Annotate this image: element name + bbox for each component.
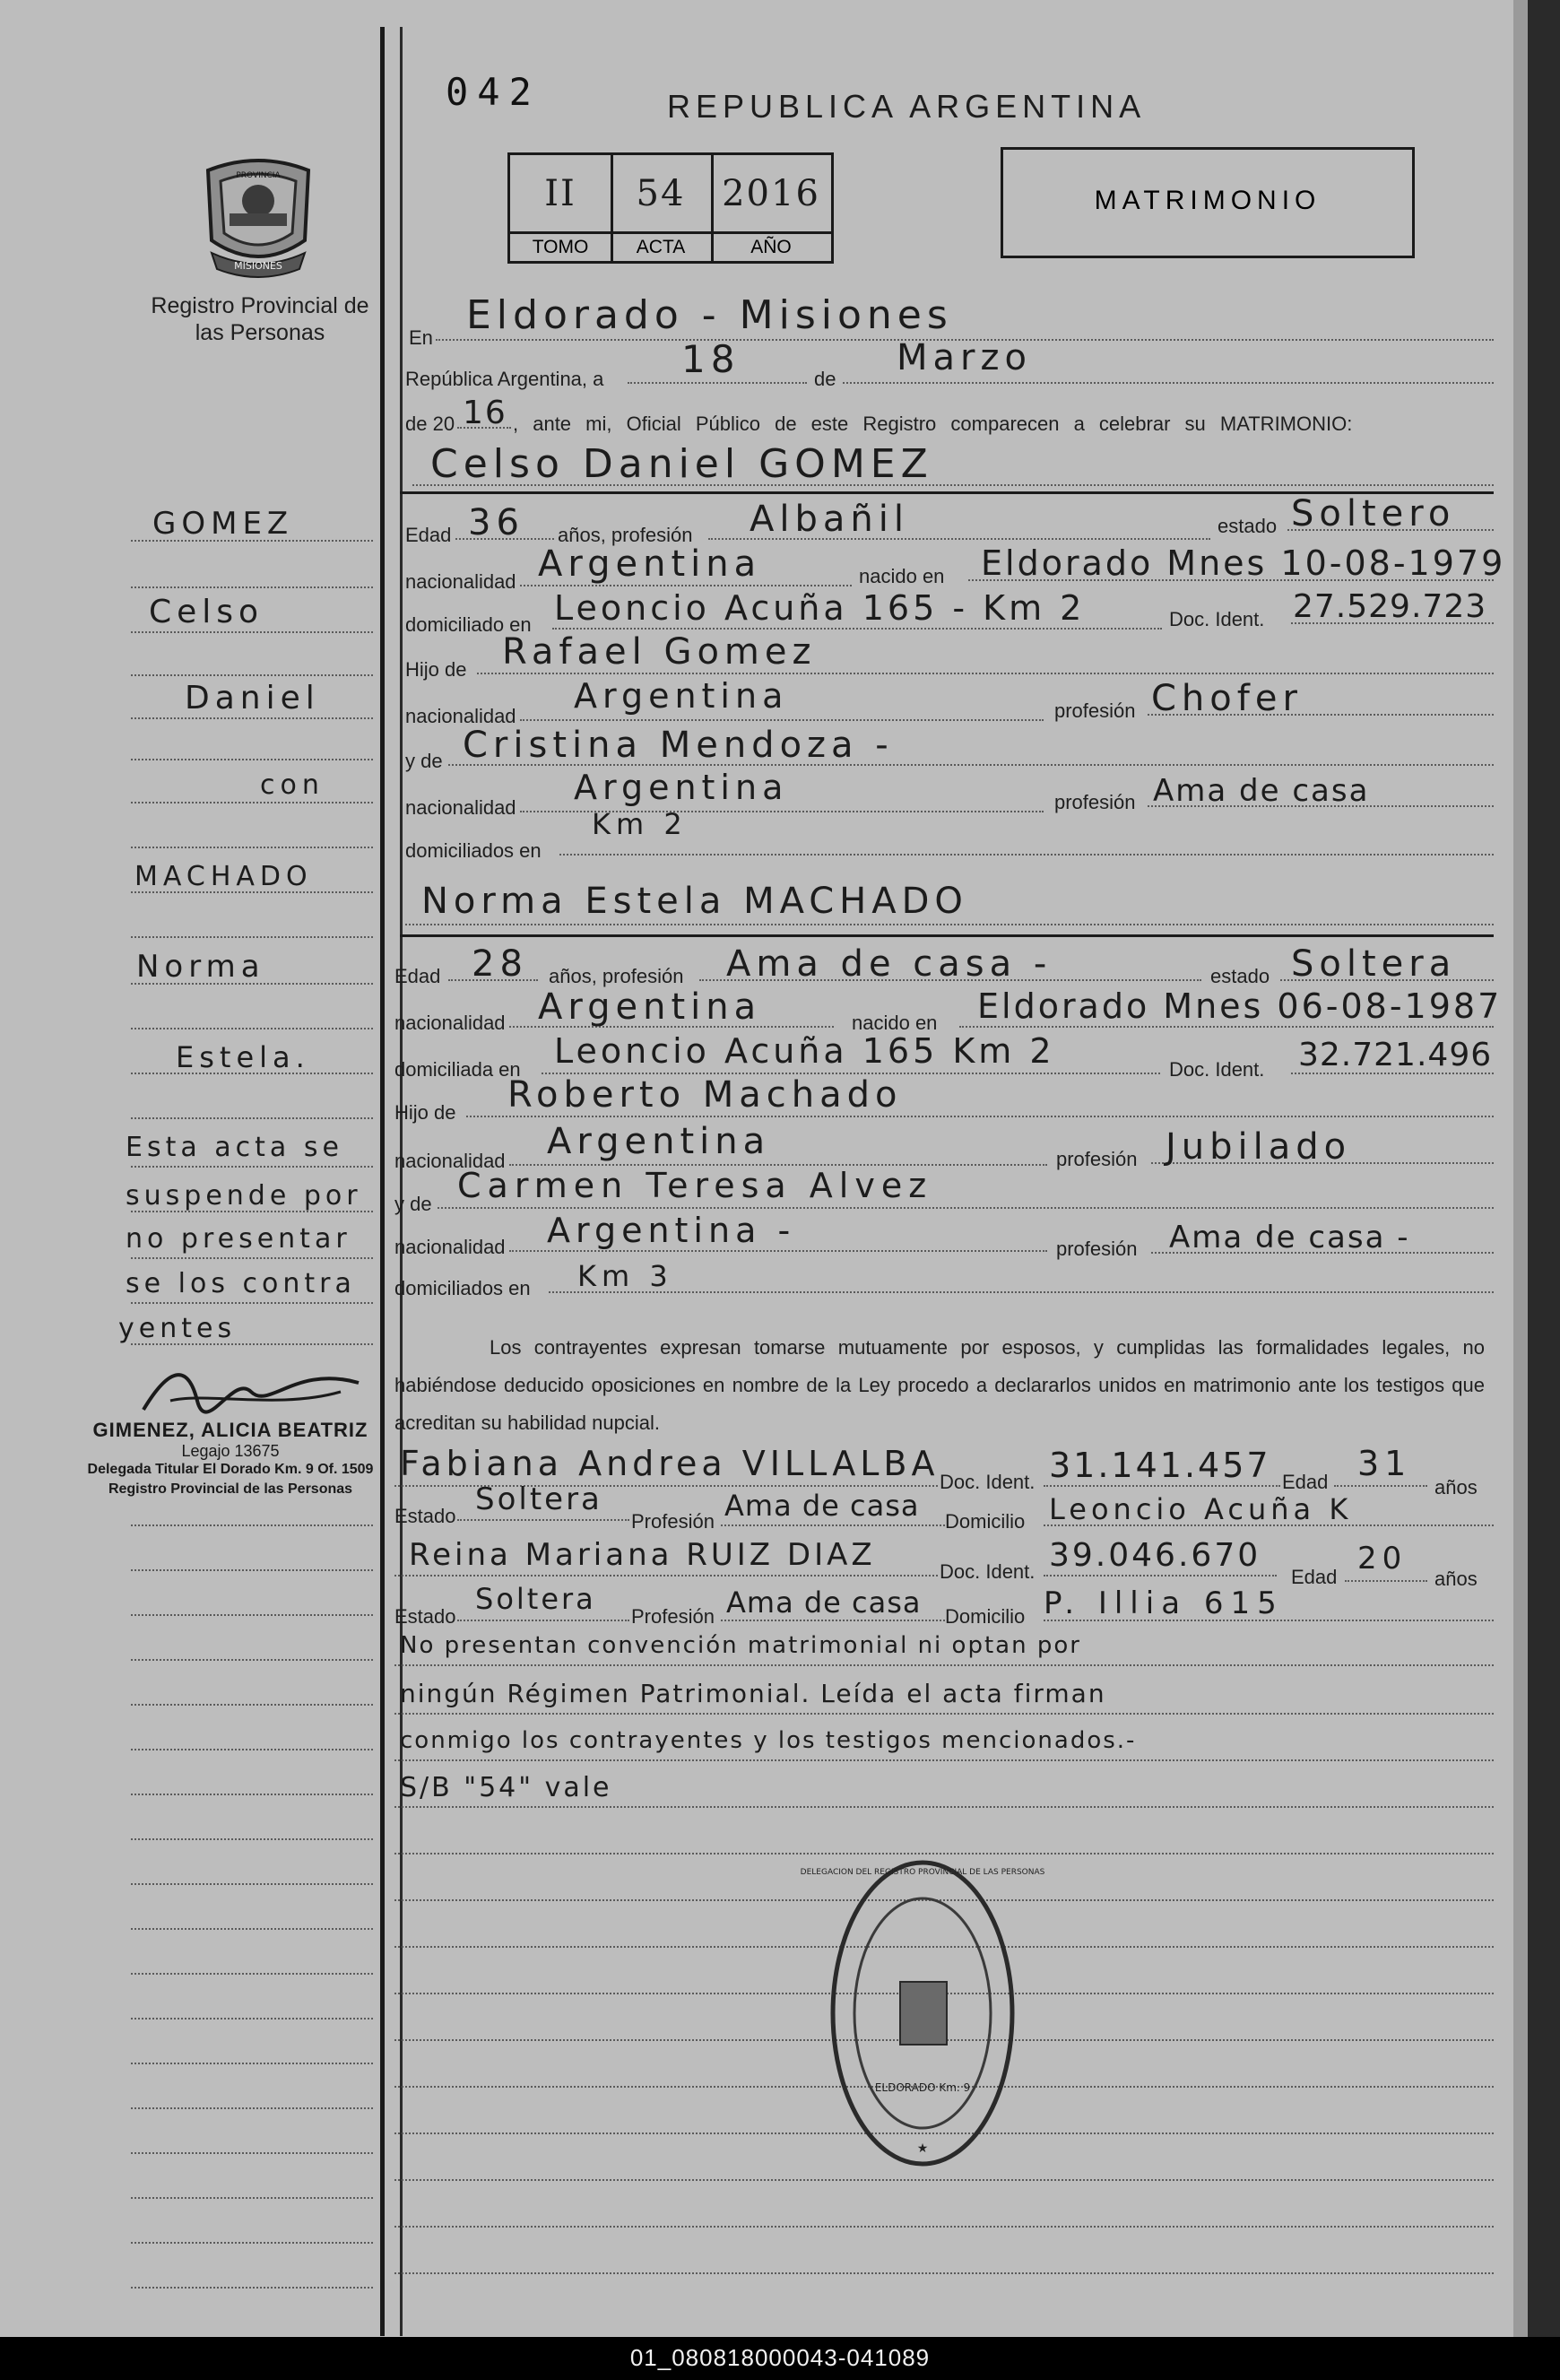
margin-note-3: no presentar (126, 1223, 351, 1255)
witness2-doc: 39.046.670 (1049, 1537, 1261, 1574)
witness2-profession: Ama de casa (726, 1585, 922, 1620)
bride-mother-profession: Ama de casa - (1169, 1220, 1410, 1255)
groom-mother: Cristina Mendoza - (463, 725, 894, 766)
groom-mother-profession: Ama de casa (1153, 773, 1370, 809)
witness1-age: 31 (1357, 1444, 1412, 1483)
witness1-address-label: Domicilio (945, 1510, 1026, 1533)
bride-doc: 32.721.496 (1298, 1037, 1493, 1073)
bride-profession: Ama de casa - (726, 943, 1053, 985)
groom-address-label: domiciliado en (405, 613, 532, 636)
bride-mother-label: y de (394, 1193, 432, 1215)
witness1-status: Soltera (475, 1481, 602, 1517)
de-label: de (814, 368, 836, 390)
witness1-years-label: años (1434, 1476, 1478, 1498)
page-edge (1513, 0, 1560, 2337)
bride-nationality: Argentina (538, 986, 762, 1028)
official-signature-icon (134, 1356, 368, 1428)
margin-note-2: suspende por (126, 1180, 362, 1212)
groom-address: Leoncio Acuña 165 - Km 2 (554, 588, 1086, 628)
groom-age: 36 (468, 502, 524, 543)
intro-statement: , ante mi, Oficial Público de este Registro comparecen a celebrar su MATRIMONIO: (513, 413, 1353, 435)
document-number: 042 (446, 70, 541, 114)
groom-father-nat-label: nacionalidad (405, 705, 516, 727)
bride-parents-address: Km 3 (577, 1259, 673, 1293)
groom-mother-label: y de (405, 750, 443, 772)
margin-con: con (260, 769, 325, 801)
bride-father-profession: Jubilado (1166, 1126, 1352, 1168)
margin-bride-name: Norma (136, 949, 265, 985)
groom-status: Soltero (1291, 493, 1456, 534)
note-line-1: No presentan convención matrimonial ni optan por (400, 1632, 1081, 1659)
bride-parents-addr-label: domiciliados en (394, 1277, 531, 1299)
ano-label: AÑO (711, 231, 831, 261)
official-role: Delegada Titular El Dorado Km. 9 Of. 1509 (87, 1462, 374, 1477)
witness1-status-label: Estado (394, 1505, 456, 1527)
witness2-name: Reina Mariana RUIZ DIAZ (409, 1537, 876, 1573)
bride-born-label: nacido en (852, 1012, 938, 1034)
witness1-doc: 31.141.457 (1049, 1446, 1271, 1485)
bride-father-prof-label: profesión (1056, 1148, 1138, 1170)
groom-age-prof-label: años, profesión (558, 524, 693, 546)
day-value: 18 (681, 337, 741, 381)
margin-bride-surname: MACHADO (134, 861, 313, 892)
margin-divider (380, 27, 385, 2336)
bride-status: Soltera (1291, 943, 1457, 985)
groom-mother-prof-label: profesión (1054, 791, 1136, 813)
record-id-box (507, 152, 834, 264)
groom-father-profession: Chofer (1151, 678, 1303, 719)
margin-second-name: Daniel (185, 680, 320, 717)
groom-father-prof-label: profesión (1054, 699, 1136, 722)
bride-age: 28 (472, 943, 528, 985)
margin-first-name: Celso (149, 594, 264, 630)
ano-value: 2016 (722, 173, 820, 214)
year-prefix: de 20 (405, 413, 455, 435)
groom-doc: 27.529.723 (1293, 588, 1487, 625)
groom-birth: Eldorado Mnes 10-08-1979 (981, 543, 1506, 583)
note-line-2: ningún Régimen Patrimonial. Leída el acta firman (400, 1679, 1106, 1708)
month-value: Marzo (897, 337, 1032, 378)
bride-status-label: estado (1210, 965, 1270, 987)
note-line-3: conmigo los contrayentes y los testigos mencionados.- (400, 1727, 1137, 1754)
groom-mother-nat-label: nacionalidad (405, 796, 516, 819)
groom-born-label: nacido en (859, 565, 945, 587)
groom-profession: Albañil (750, 499, 909, 540)
bride-full-name: Norma Estela MACHADO (421, 881, 968, 922)
margin-note-4: se los contra (126, 1268, 356, 1299)
margin-note-5: yentes (118, 1313, 237, 1344)
place-value: Eldorado - Misiones (466, 292, 953, 338)
tomo-label: TOMO (510, 231, 611, 261)
declaration-text: Los contrayentes expresan tomarse mutuamente por esposos, y cumplidas las formalidades legales, no habiéndose deducido oposiciones en nombre de la Ley procedo a declararlos unidos en matrimonio ante los testigos que acreditan su habilidad nupcial. (394, 1336, 1485, 1434)
witness1-prof-label: Profesión (631, 1510, 715, 1533)
groom-parents-addr-label: domiciliados en (405, 839, 542, 862)
tomo-value: II (544, 173, 576, 214)
bride-birth: Eldorado Mnes 06-08-1987 (977, 986, 1503, 1026)
groom-status-label: estado (1218, 515, 1278, 537)
acta-cell (611, 155, 714, 261)
witness1-address: Leoncio Acuña K (1049, 1492, 1353, 1526)
witness2-doc-label: Doc. Ident. (940, 1560, 1036, 1583)
acta-label: ACTA (611, 231, 711, 261)
witness1-name: Fabiana Andrea VILLALBA (400, 1444, 940, 1483)
country-title: REPUBLICA ARGENTINA (667, 88, 1147, 125)
margin-bride-second: Estela. (176, 1040, 310, 1074)
registry-name: Registro Provincial de las Personas (151, 293, 369, 345)
witness2-age-label: Edad (1291, 1566, 1338, 1588)
tomo-cell (510, 155, 613, 261)
logo-bottom-text: MISIONES (234, 260, 282, 272)
groom-parents-address: Km 2 (592, 807, 688, 841)
groom-nationality: Argentina (538, 543, 762, 585)
groom-nat-label: nacionalidad (405, 570, 516, 593)
en-label: En (409, 326, 433, 349)
registry-seal-icon (800, 1856, 1045, 2170)
witness2-prof-label: Profesión (631, 1605, 715, 1628)
act-type-box (1001, 147, 1415, 258)
groom-parent-label: Hijo de (405, 658, 467, 681)
province-shield-icon (199, 154, 317, 282)
bride-mother-nationality: Argentina - (547, 1211, 796, 1250)
groom-full-name: Celso Daniel GOMEZ (430, 441, 933, 487)
margin-surname: GOMEZ (152, 506, 294, 542)
witness1-doc-label: Doc. Ident. (940, 1471, 1036, 1493)
official-legajo: Legajo 13675 (181, 1442, 280, 1460)
groom-doc-label: Doc. Ident. (1169, 608, 1265, 630)
logo-top-text: PROVINCIA (236, 171, 281, 180)
bride-age-prof-label: años, profesión (549, 965, 684, 987)
bride-age-label: Edad (394, 965, 441, 987)
act-type-label: MATRIMONIO (1094, 186, 1322, 215)
groom-age-label: Edad (405, 524, 452, 546)
bride-address: Leoncio Acuña 165 Km 2 (554, 1031, 1055, 1071)
witness2-address: P. Illia 615 (1044, 1585, 1284, 1621)
bride-doc-label: Doc. Ident. (1169, 1058, 1265, 1081)
bride-father: Roberto Machado (507, 1074, 903, 1116)
note-line-4: S/B "54" vale (400, 1772, 612, 1803)
witness1-profession: Ama de casa (724, 1489, 920, 1523)
bride-mother-prof-label: profesión (1056, 1238, 1138, 1260)
groom-mother-nationality: Argentina (574, 768, 789, 807)
bride-father-nat-label: nacionalidad (394, 1150, 506, 1172)
bride-mother: Carmen Teresa Alvez (457, 1166, 933, 1205)
svg-text:★: ★ (916, 2141, 929, 2155)
ano-cell (711, 155, 831, 261)
official-registry: Registro Provincial de las Personas (108, 1481, 353, 1497)
bride-address-label: domiciliada en (394, 1058, 521, 1081)
margin-divider-inner (400, 27, 403, 2336)
seal-outer-text: DELEGACION DEL REGISTRO PROVINCIAL DE LAS PERSONAS (800, 1868, 1045, 1877)
scan-file-id: 01_080818000043-041089 (629, 2344, 931, 2371)
bride-father-nationality: Argentina (547, 1121, 771, 1162)
witness2-years-label: años (1434, 1568, 1478, 1590)
margin-note-1: Esta acta se (126, 1132, 343, 1163)
year-suffix: 16 (463, 395, 507, 431)
bride-parent-label: Hijo de (394, 1101, 456, 1124)
bride-mother-nat-label: nacionalidad (394, 1236, 506, 1258)
witness2-age: 20 (1357, 1541, 1408, 1577)
witness1-age-label: Edad (1282, 1471, 1329, 1493)
official-name: GIMENEZ, ALICIA BEATRIZ (92, 1419, 368, 1441)
acta-value: 54 (636, 173, 686, 214)
groom-father: Rafael Gomez (502, 631, 817, 673)
witness2-status: Soltera (475, 1582, 596, 1616)
seal-inner-text: ELDORADO Km. 9 (874, 2081, 971, 2094)
bride-nat-label: nacionalidad (394, 1012, 506, 1034)
witness2-address-label: Domicilio (945, 1605, 1026, 1628)
republic-label: República Argentina, a (405, 368, 604, 390)
groom-father-nationality: Argentina (574, 676, 789, 716)
witness2-status-label: Estado (394, 1605, 456, 1628)
